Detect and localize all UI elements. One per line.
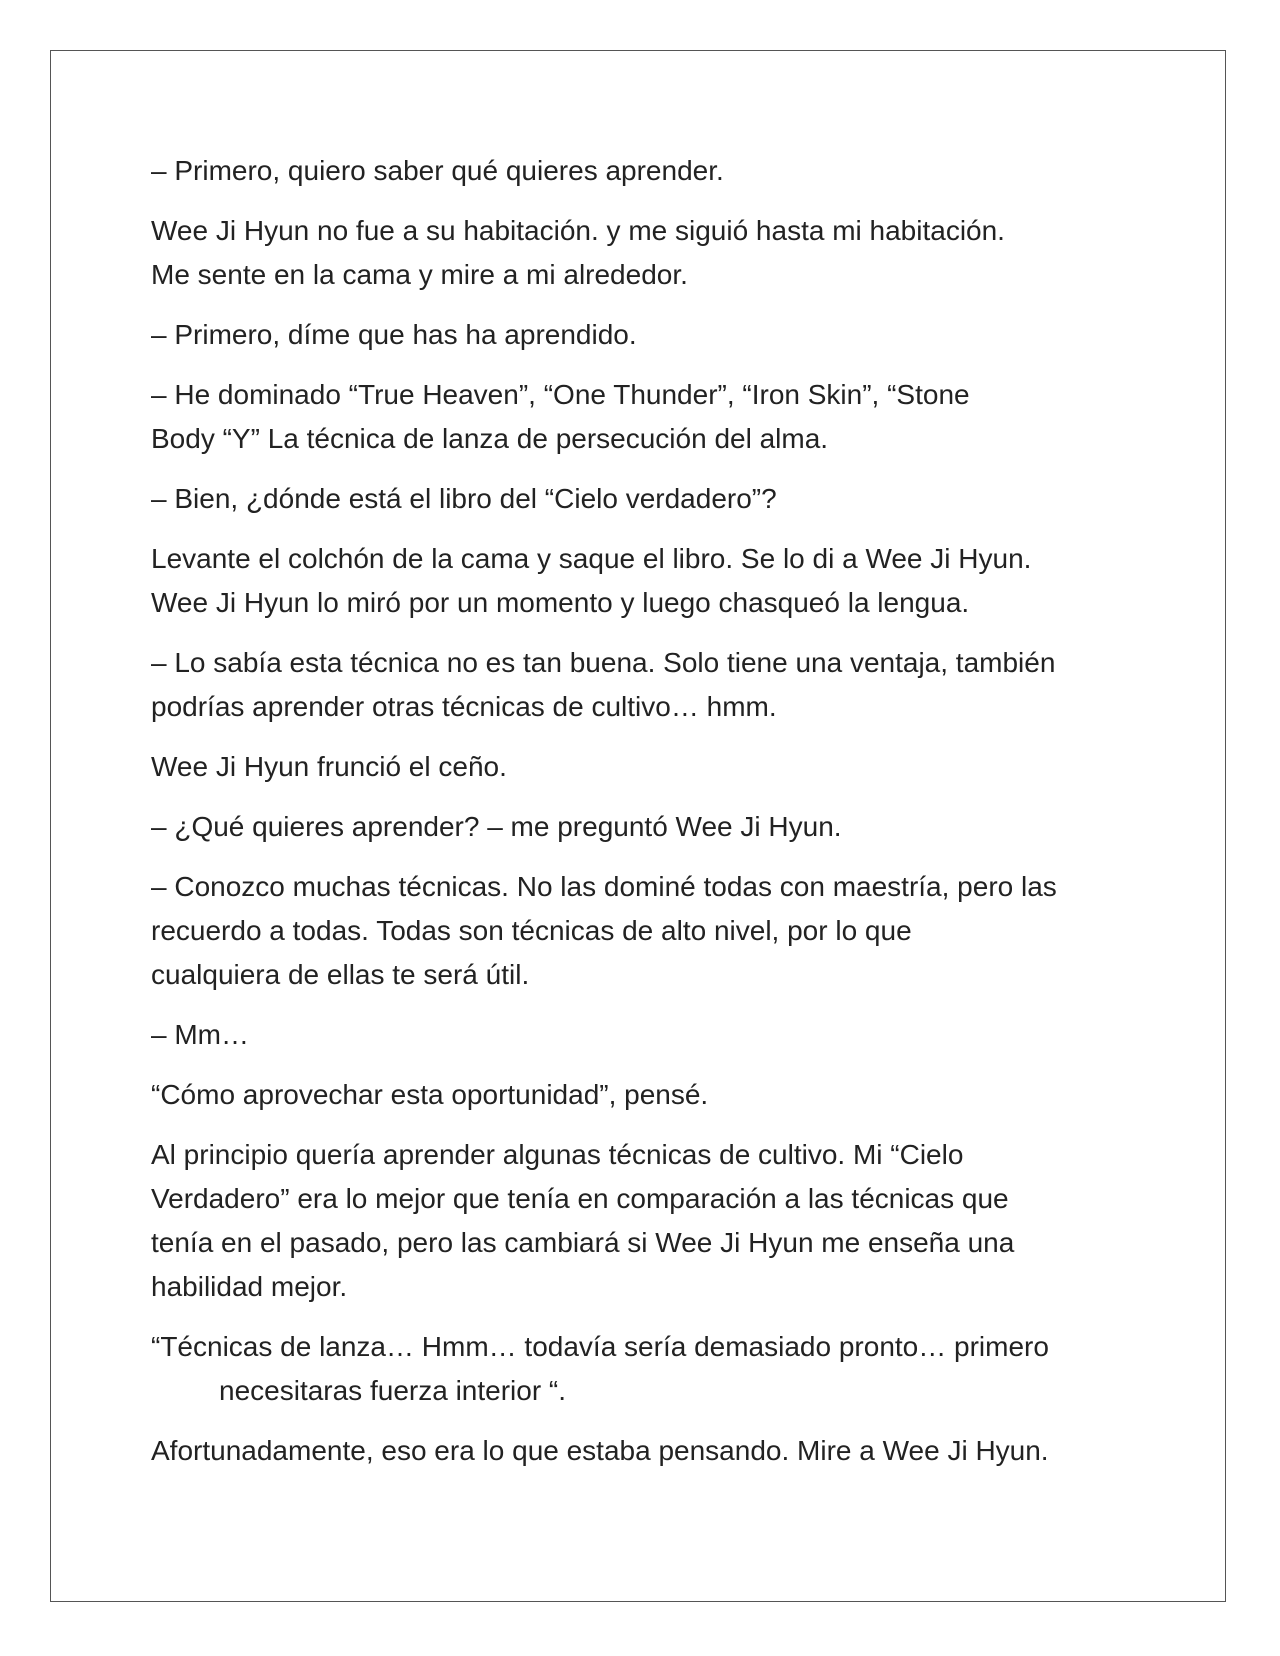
paragraph-6: Levante el colchón de la cama y saque el libro. Se lo di a Wee Ji Hyun. Wee Ji Hyun lo miró por un momento y luego chasqueó la lengua. — [151, 543, 1032, 618]
paragraph-4: – He dominado “True Heaven”, “One Thunder”, “Iron Skin”, “Stone Body “Y” La técnica de lanza de persecución del alma. — [151, 379, 970, 454]
paragraph-1: – Primero, quiero saber qué quieres aprender. — [151, 155, 724, 186]
paragraph-3: – Primero, díme que has ha aprendido. — [151, 319, 637, 350]
paragraph-2: Wee Ji Hyun no fue a su habitación. y me siguió hasta mi habitación. Me sente en la cama y mire a mi alrededor. — [151, 215, 1005, 290]
paragraph-5: – Bien, ¿dónde está el libro del “Cielo verdadero”? — [151, 483, 777, 514]
paragraph-8: Wee Ji Hyun frunció el ceño. — [151, 751, 507, 782]
paragraph-15: Afortunadamente, eso era lo que estaba pensando. Mire a Wee Ji Hyun. — [151, 1435, 1049, 1466]
paragraph-13: Al principio quería aprender algunas técnicas de cultivo. Mi “Cielo Verdadero” era lo mejor que tenía en comparación a las técnicas que tenía en el pasado, pero las cambiará si Wee Ji Hyun me enseña una habilidad mejor. — [151, 1139, 1015, 1302]
document-body — [151, 149, 1161, 1489]
paragraph-12: “Cómo aprovechar esta oportunidad”, pensé. — [151, 1079, 709, 1110]
paragraph-10: – Conozco muchas técnicas. No las dominé todas con maestría, pero las recuerdo a todas. Todas son técnicas de alto nivel, por lo que cualquiera de ellas te será útil. — [151, 871, 1057, 990]
paragraph-9: – ¿Qué quieres aprender? – me preguntó Wee Ji Hyun. — [151, 811, 842, 842]
paragraph-7: – Lo sabía esta técnica no es tan buena. Solo tiene una ventaja, también podrías aprender otras técnicas de cultivo… hmm. — [151, 647, 1056, 722]
paragraph-11: – Mm… — [151, 1019, 249, 1050]
paragraph-14: “Técnicas de lanza… Hmm… todavía sería demasiado pronto… primero necesitaras fuerza interior “. — [151, 1331, 1049, 1406]
page-frame — [50, 50, 1226, 1602]
